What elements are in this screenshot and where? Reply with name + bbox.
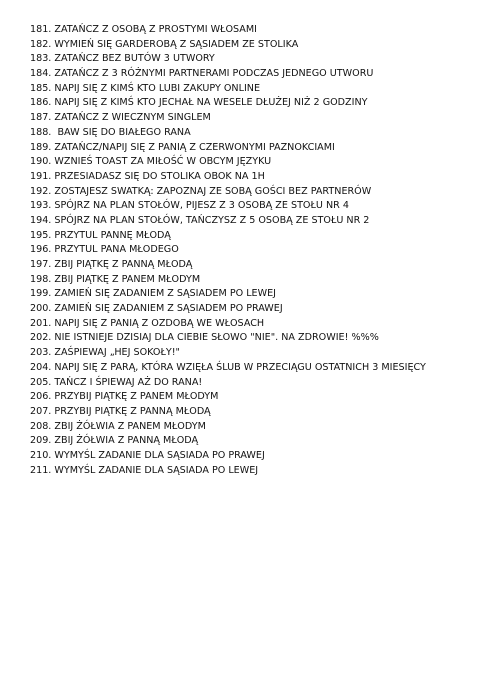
list-item: 203. ZAŚPIEWAJ „HEJ SOKOŁY!" <box>30 347 180 359</box>
list-item: 207. PRZYBIJ PIĄTKĘ Z PANNĄ MŁODĄ <box>30 405 211 417</box>
list-item: 199. ZAMIEŃ SIĘ ZADANIEM Z SĄSIADEM PO LEWEJ <box>30 288 276 300</box>
list-item: 192. ZOSTAJESZ SWATKĄ: ZAPOZNAJ ZE SOBĄ GOŚCI BEZ PARTNERÓW <box>30 185 372 197</box>
list-item: 209. ZBIJ ŻÓŁWIA Z PANNĄ MŁODĄ <box>30 435 199 447</box>
task-list <box>30 23 426 478</box>
list-item: 191. PRZESIADASZ SIĘ DO STOLIKA OBOK NA 1H <box>30 170 265 182</box>
list-item: 193. SPÓJRZ NA PLAN STOŁÓW, PIJESZ Z 3 OSOBĄ ZE STOŁU NR 4 <box>30 200 349 212</box>
list-item: 205. TAŃCZ I ŚPIEWAJ AŻ DO RANA! <box>30 376 203 388</box>
list-item: 201. NAPIJ SIĘ Z PANIĄ Z OZDOBĄ WE WŁOSACH <box>30 317 265 329</box>
list-item: 181. ZATAŃCZ Z OSOBĄ Z PROSTYMI WŁOSAMI <box>30 24 257 35</box>
list-item: 183. ZATAŃCZ BEZ BUTÓW 3 UTWORY <box>30 53 215 65</box>
list-item: 210. WYMYŚL ZADANIE DLA SĄSIADA PO PRAWEJ <box>30 449 265 461</box>
list-item: 187. ZATAŃCZ Z WIECZNYM SINGLEM <box>30 112 211 124</box>
list-item: 202. NIE ISTNIEJE DZISIAJ DLA CIEBIE SŁOWO "NIE". NA ZDROWIE! %%% <box>30 332 379 344</box>
list-item: 206. PRZYBIJ PIĄTKĘ Z PANEM MŁODYM <box>30 391 219 403</box>
list-item: 186. NAPIJ SIĘ Z KIMŚ KTO JECHAŁ NA WESELE DŁUŻEJ NIŻ 2 GODZINY <box>30 97 368 109</box>
list-item: 198. ZBIJ PIĄTKĘ Z PANEM MŁODYM <box>30 273 201 285</box>
list-item: 211. WYMYŚL ZADANIE DLA SĄSIADA PO LEWEJ <box>30 464 259 476</box>
list-item: 182. WYMIEŃ SIĘ GARDEROBĄ Z SĄSIADEM ZE STOLIKA <box>30 38 299 50</box>
list-item: 189. ZATAŃCZ/NAPIJ SIĘ Z PANIĄ Z CZERWONYMI PAZNOKCIAMI <box>30 141 335 153</box>
list-item: 196. PRZYTUL PANA MŁODEGO <box>30 244 179 256</box>
list-item: 188. BAW SIĘ DO BIAŁEGO RANA <box>30 126 191 138</box>
list-item: 195. PRZYTUL PANNĘ MŁODĄ <box>30 229 171 241</box>
list-item: 204. NAPIJ SIĘ Z PARĄ, KTÓRA WZIĘŁA ŚLUB W PRZECIĄGU OSTATNICH 3 MIESIĘCY <box>30 361 426 373</box>
list-item: 185. NAPIJ SIĘ Z KIMŚ KTO LUBI ZAKUPY ONLINE <box>30 82 261 94</box>
list-item: 208. ZBIJ ŻÓŁWIA Z PANEM MŁODYM <box>30 420 206 432</box>
list-item: 197. ZBIJ PIĄTKĘ Z PANNĄ MŁODĄ <box>30 259 193 270</box>
list-item: 184. ZATAŃCZ Z 3 RÓŻNYMI PARTNERAMI PODCZAS JEDNEGO UTWORU <box>30 68 374 80</box>
list-item: 194. SPÓJRZ NA PLAN STOŁÓW, TAŃCZYSZ Z 5 OSOBĄ ZE STOŁU NR 2 <box>30 214 370 226</box>
list-item: 200. ZAMIEŃ SIĘ ZADANIEM Z SĄSIADEM PO PRAWEJ <box>30 303 283 315</box>
list-item: 190. WZNIEŚ TOAST ZA MIŁOŚĆ W OBCYM JĘZYKU <box>30 156 272 168</box>
